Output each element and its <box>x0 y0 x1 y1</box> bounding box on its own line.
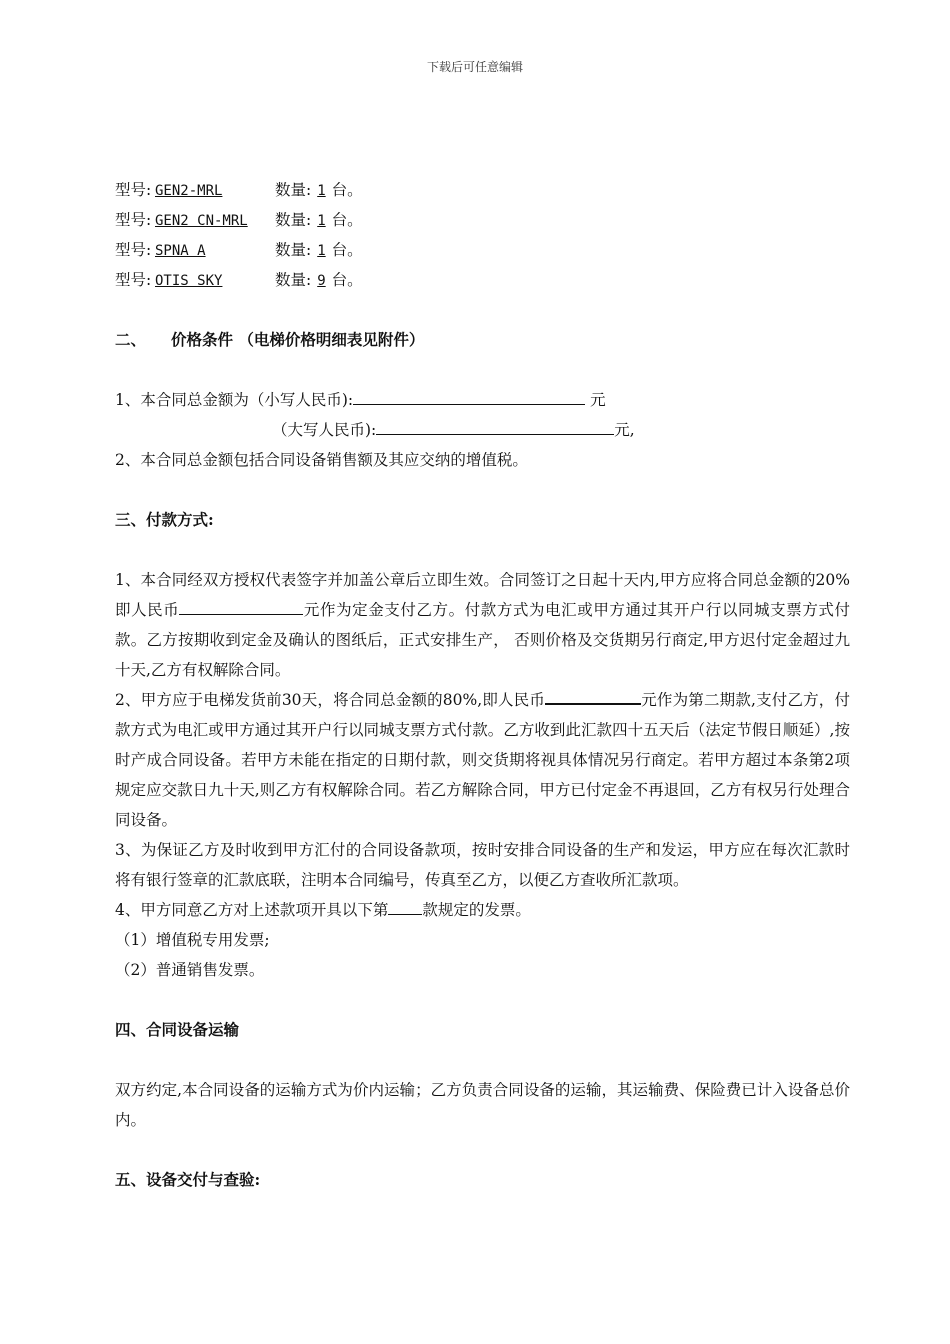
model-value: GEN2-MRL <box>155 183 223 199</box>
model-row: 型号: SPNA A 数量: 1 台。 <box>115 235 850 265</box>
document-body <box>115 175 850 1195</box>
quantity-value: 1 <box>317 183 326 199</box>
section-3-heading: 三、付款方式: <box>115 510 214 529</box>
model-row: 型号: GEN2-MRL 数量: 1 台。 <box>115 175 850 205</box>
quantity-value: 1 <box>317 243 326 259</box>
section-4-heading: 四、合同设备运输 <box>115 1020 240 1039</box>
payment-clause-1: 1、本合同经双方授权代表签字并加盖公章后立即生效。合同签订之日起十天内,甲方应将合同总金额的20%即人民币 元作为定金支付乙方。付款方式为电汇或甲方通过其开户行以同城支票方式付款。乙方按期收到定金及确认的图纸后，正式安排生产， 否则价格及交货期另行商定,甲方迟付定金超过九十天,乙方有权解除合同。 <box>115 571 850 679</box>
invoice-option-1: （1）增值税专用发票; <box>115 931 270 949</box>
model-row: 型号: OTIS SKY 数量: 9 台。 <box>115 265 850 295</box>
model-row: 型号: GEN2 CN-MRL 数量: 1 台。 <box>115 205 850 235</box>
clause-number-blank <box>388 898 422 915</box>
total-amount-uppercase: （大写人民币): 元, <box>115 415 850 445</box>
transport-clause: 双方约定,本合同设备的运输方式为价内运输；乙方负责合同设备的运输，其运输费、保险费已计入设备总价内。 <box>115 1081 850 1129</box>
tax-note: 2、本合同总金额包括合同设备销售额及其应交纳的增值税。 <box>115 451 528 469</box>
total-amount-lowercase: 1、本合同总金额为（小写人民币): 元 <box>115 385 850 415</box>
quantity-value: 9 <box>317 273 326 289</box>
amount-blank <box>353 388 585 405</box>
model-value: OTIS SKY <box>155 273 223 289</box>
section-5-heading: 五、设备交付与查验: <box>115 1170 261 1189</box>
payment-clause-3: 3、为保证乙方及时收到甲方汇付的合同设备款项，按时安排合同设备的生产和发运，甲方应在每次汇款时将有银行签章的汇款底联，注明本合同编号，传真至乙方，以便乙方查收所汇款项。 <box>115 841 850 889</box>
page-header: 下载后可任意编辑 <box>426 60 523 74</box>
model-value: GEN2 CN-MRL <box>155 213 248 229</box>
amount-blank <box>376 418 614 435</box>
amount-blank <box>545 687 641 705</box>
quantity-value: 1 <box>317 213 326 229</box>
section-2-heading: 二、 价格条件 （电梯价格明细表见附件） <box>115 330 425 349</box>
payment-clause-4: 4、甲方同意乙方对上述款项开具以下第 款规定的发票。 <box>115 895 850 925</box>
payment-clause-2: 2、甲方应于电梯发货前30天，将合同总金额的80%,即人民币 元作为第二期款,支付乙方，付款方式为电汇或甲方通过其开户行以同城支票方式付款。乙方收到此汇款四十五天后（法定节假日顺延）,按时产成合同设备。若甲方未能在指定的日期付款，则交货期将视具体情况另行商定。若甲方超过本条第2项规定应交款日九十天,则乙方有权解除合同。若乙方解除合同，甲方已付定金不再退回，乙方有权另行处理合同设备。 <box>115 685 850 835</box>
model-value: SPNA A <box>155 243 206 259</box>
amount-blank <box>179 598 303 615</box>
invoice-option-2: （2）普通销售发票。 <box>115 961 265 979</box>
